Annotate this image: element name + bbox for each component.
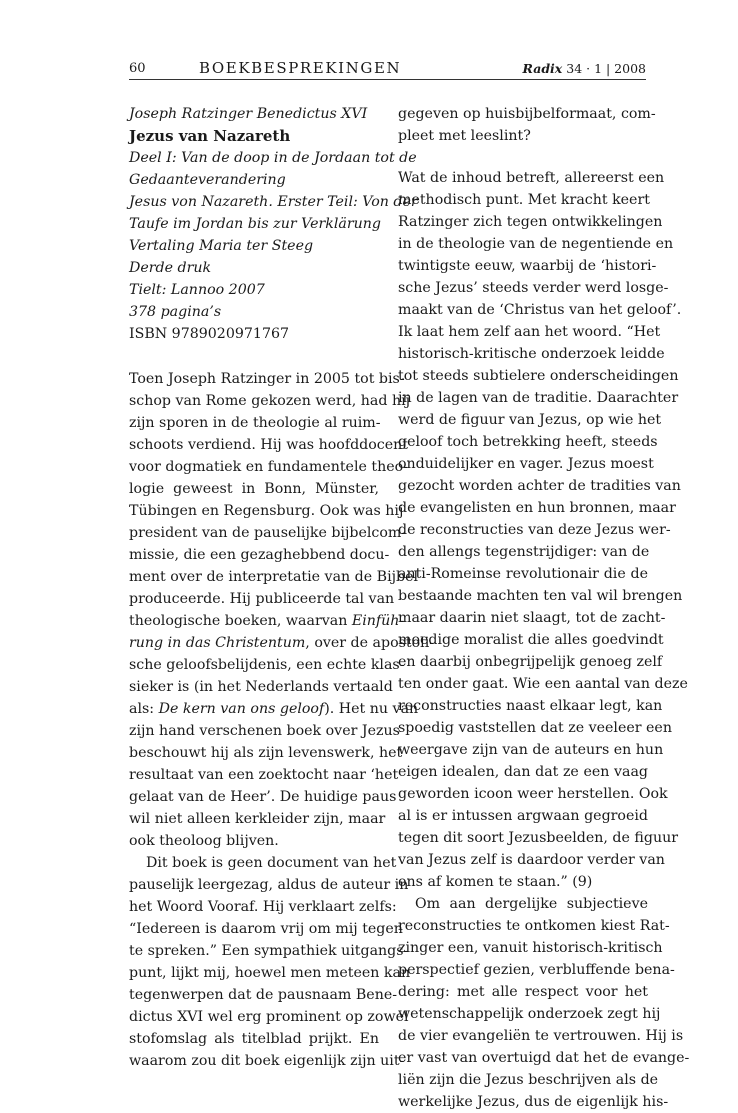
text-line: zijn hand verschenen boek over Jezus [129, 723, 400, 739]
journal-reference [523, 61, 646, 76]
text-line: Ratzinger zich tegen ontwikkelingen [398, 214, 663, 230]
text-line: produceerde. Hij publiceerde tal van [129, 591, 395, 607]
header-rule [129, 79, 646, 80]
text-line: logie geweest in Bonn, Münster, [129, 481, 379, 497]
text-line: sche Jezus’ steeds verder werd losge- [398, 280, 669, 296]
text-line: geloof toch betrekking heeft, steeds [398, 434, 658, 450]
text-line: er vast van overtuigd dat het de evange- [398, 1050, 690, 1066]
text-line: ons af komen te staan.” (9) [398, 874, 593, 890]
text-line: Dit boek is geen document van het [146, 855, 397, 871]
text-line: de vier evangeliën te vertrouwen. Hij is [398, 1028, 684, 1044]
text-line: bestaande machten ten val wil brengen [398, 588, 683, 604]
edition: Derde druk [129, 260, 212, 276]
text-line: twintigste eeuw, waarbij de ‘histori- [398, 258, 657, 274]
text-line: schop van Rome gekozen werd, had hij [129, 393, 411, 409]
text-line: Tübingen en Regensburg. Ook was hij [129, 503, 404, 519]
book-title-reference: Einfüh- [351, 613, 405, 629]
review-paragraph [398, 167, 688, 893]
text-line: pleet met leeslint? [398, 128, 531, 144]
text-line: al is er intussen argwaan gegroeid [398, 808, 648, 824]
page-count: 378 pagina’s [129, 304, 222, 320]
text-segment: ). Het nu van [324, 701, 419, 717]
text-line: gezocht worden achter de tradities van [398, 478, 681, 494]
text-line: geworden icoon weer herstellen. Ook [398, 786, 668, 802]
review-paragraph [129, 852, 411, 1072]
text-line: voor dogmatiek en fundamentele theo- [129, 459, 408, 475]
book-subtitle-line: Deel I: Van de doop in de Jordaan tot de [129, 150, 417, 166]
text-line: waarom zou dit boek eigenlijk zijn uit- [129, 1053, 405, 1069]
publisher: Tielt: Lannoo 2007 [129, 282, 265, 298]
text-line: weergave zijn van de auteurs en hun [398, 742, 664, 758]
text-line [129, 632, 435, 654]
journal-issue: 34 · 1 | 2008 [566, 61, 646, 76]
text-line: werd de figuur van Jezus, op wie het [398, 412, 662, 428]
text-segment: als: [129, 701, 159, 717]
text-line: van Jezus zelf is daardoor verder van [398, 852, 665, 868]
text-line: schoots verdiend. Hij was hoofddocent [129, 437, 408, 453]
text-line: punt, lijkt mij, hoewel men meteen kan [129, 965, 411, 981]
text-line: Om aan dergelijke subjectieve [415, 896, 648, 912]
text-line: werkelijke Jezus, dus de eigenlijk his- [398, 1094, 669, 1110]
text-line: pauselijk leergezag, aldus de auteur in [129, 877, 409, 893]
text-line: tot steeds subtielere onderscheidingen [398, 368, 679, 384]
text-line: zijn sporen in de theologie al ruim- [129, 415, 381, 431]
text-line: beschouwt hij als zijn levenswerk, het [129, 745, 403, 761]
text-segment: , over de apostoli- [305, 635, 435, 651]
review-paragraph [398, 893, 690, 1113]
text-line: ten onder gaat. Wie een aantal van deze [398, 676, 688, 692]
page-number: 60 [129, 61, 146, 76]
text-line: ook theoloog blijven. [129, 833, 279, 849]
left-column [129, 103, 435, 1072]
text-line: reconstructies te ontkomen kiest Rat- [398, 918, 670, 934]
text-line: anti-Romeinse revolutionair die de [398, 566, 648, 582]
isbn: ISBN 9789020971767 [129, 326, 290, 342]
text-line: eigen idealen, dan dat ze een vaag [398, 764, 648, 780]
text-line: tegen dit soort Jezusbeelden, de figuur [398, 830, 679, 846]
text-line: wil niet alleen kerkleider zijn, maar [129, 811, 386, 827]
review-paragraph [129, 368, 435, 852]
text-line: in de theologie van de negentiende en [398, 236, 674, 252]
text-line: moedige moralist die alles goedvindt [398, 632, 664, 648]
original-title-line: Jesus von Nazareth. Erster Teil: Von der [129, 194, 418, 210]
text-line [129, 698, 419, 720]
text-line: maakt van de ‘Christus van het geloof’. [398, 302, 682, 318]
text-line: stofomslag als titelblad prijkt. En [129, 1031, 379, 1047]
text-line: dering: met alle respect voor het [398, 984, 648, 1000]
text-line: resultaat van een zoektocht naar ‘het [129, 767, 399, 783]
text-line: spoedig vaststellen dat ze veeleer een [398, 720, 672, 736]
text-line: president van de pauselijke bijbelcom- [129, 525, 407, 541]
text-line: Wat de inhoud betreft, allereerst een [398, 170, 665, 186]
running-header [129, 58, 646, 80]
text-line: sieker is (in het Nederlands vertaald [129, 679, 393, 695]
bibliographic-entry [129, 103, 418, 345]
text-line: de evangelisten en hun bronnen, maar [398, 500, 676, 516]
book-subtitle-line: Gedaanteverandering [129, 172, 286, 188]
text-line: gegeven op huisbijbelformaat, com- [398, 106, 656, 122]
text-line: ment over de interpretatie van de Bijbel [129, 569, 419, 585]
text-line: Ik laat hem zelf aan het woord. “Het [398, 324, 661, 340]
text-line: en daarbij onbegrijpelijk genoeg zelf [398, 654, 663, 670]
book-title-reference: rung in das Christentum [129, 635, 306, 651]
original-title-line: Taufe im Jordan bis zur Verklärung [129, 216, 381, 232]
text-line: historisch-kritische onderzoek leidde [398, 346, 665, 362]
text-line: tegenwerpen dat de pausnaam Bene- [129, 987, 398, 1003]
text-line: in de lagen van de traditie. Daarachter [398, 390, 679, 406]
text-line: gelaat van de Heer’. De huidige paus [129, 789, 397, 805]
text-line: het Woord Vooraf. Hij verklaart zelfs: [129, 899, 397, 915]
text-line: reconstructies naast elkaar legt, kan [398, 698, 663, 714]
translator: Vertaling Maria ter Steeg [129, 238, 314, 254]
text-line: “Iedereen is daarom vrij om mij tegen [129, 921, 403, 937]
book-title: Jezus van Nazareth [129, 127, 291, 145]
text-line: missie, die een gezaghebbend docu- [129, 547, 390, 563]
text-segment: theologische boeken, waarvan [129, 613, 352, 629]
text-line: te spreken.” Een sympathiek uitgangs- [129, 943, 409, 959]
text-line: onduidelijker en vager. Jezus moest [398, 456, 654, 472]
right-column [398, 103, 690, 1113]
text-line: liën zijn die Jezus beschrijven als de [398, 1072, 659, 1088]
text-line: maar daarin niet slaagt, tot de zacht- [398, 610, 666, 626]
text-line: de reconstructies van deze Jezus wer- [398, 522, 671, 538]
book-title-reference: De kern van ons geloof [158, 701, 325, 717]
text-line: sche geloofsbelijdenis, een echte klas- [129, 657, 405, 673]
text-line: dictus XVI wel erg prominent op zowel [129, 1009, 409, 1025]
text-line: Toen Joseph Ratzinger in 2005 tot bis- [129, 371, 405, 387]
text-line: zinger een, vanuit historisch-kritisch [398, 940, 663, 956]
review-paragraph [398, 103, 656, 147]
text-line: wetenschappelijk onderzoek zegt hij [398, 1006, 661, 1022]
text-line [129, 610, 405, 632]
journal-name: Radix [522, 61, 563, 76]
text-line: perspectief gezien, verbluffende bena- [398, 962, 675, 978]
text-line: methodisch punt. Met kracht keert [398, 192, 650, 208]
text-line: den allengs tegenstrijdiger: van de [398, 544, 650, 560]
section-title: BOEKBESPREKINGEN [199, 59, 402, 77]
book-author: Joseph Ratzinger Benedictus XVI [129, 106, 368, 122]
